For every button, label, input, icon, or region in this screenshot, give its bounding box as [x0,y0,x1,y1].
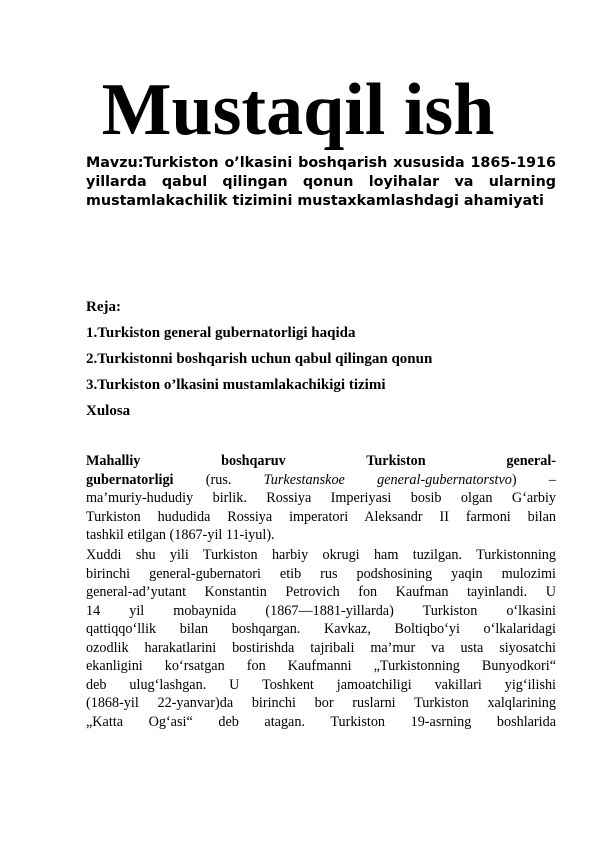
plan-section [86,296,556,426]
paragraph-line: ozodlik harakatlarini bostirishda tajribali ma’mur va usta siyosatchi [86,639,556,656]
paragraph-line: tashkil etilgan (1867-yil 11-iyul). [86,527,275,543]
term-italic: Turkestanskoe general-gubernatorstvo [263,471,512,488]
paragraph-line: ekanligini ko‘rsatgan fon Kaufmanni „Turkistonning Bunyodkori“ [86,658,556,674]
paragraph-line: Mahalliy boshqaruv Turkiston general- [86,453,556,469]
topic-statement: Mavzu:Turkiston o’lkasini boshqarish xususida 1865-1916 yillarda qabul qilingan qonun loyihalar va ularning mustamlakachilik tizimini mustaxkamlashdagi ahamiyati [86,155,556,209]
paragraph-line: ma’muriy-hududiy birlik. Rossiya Imperiyasi bosib olgan G‘arbiy [86,490,556,506]
paragraph-line: 14 yil mobaynida (1867—1881-yillarda) Turkiston o‘lkasini [86,602,556,619]
plan-item: 2.Turkistonni boshqarish uchun qabul qilingan qonun [86,351,433,367]
paragraph-line: qattiqqo‘llik bilan boshqargan. Kavkaz, Boltiqbo‘yi o‘lkalaridagi [86,621,556,637]
paragraph-intro [86,452,556,545]
plan-heading: Reja: [86,299,121,315]
document-title: Mustaqil ish [101,69,495,151]
text-fragment: ) – [511,471,556,488]
paragraph-history [86,546,556,731]
paragraph-line: (1868-yil 22-yanvar)da birinchi bor ruslarni Turkiston xalqlarining [86,695,556,711]
paragraph-line: birinchi general-gubernatori etib rus podshosining yaqin mulozimi [86,565,556,582]
paragraph-line: „Katta Og‘asi“ deb atagan. Turkiston 19-asrning boshlarida [86,713,556,730]
paragraph-line: Turkiston hududida Rossiya imperatori Aleksandr II farmoni bilan [86,508,556,525]
plan-item: Xulosa [86,403,131,419]
paragraph-line: general-ad’yutant Konstantin Petrovich fon Kaufman tayinlandi. U [86,584,556,600]
term-bold: gubernatorligi [86,471,174,488]
paragraph-line [86,471,556,490]
plan-item: 3.Turkiston o’lkasini mustamlakachikigi tizimi [86,377,386,393]
plan-item: 1.Turkiston general gubernatorligi haqida [86,325,356,341]
text-fragment: (rus. [173,471,264,488]
paragraph-line: deb ulug‘lashgan. U Toshkent jamoatchiligi vakillari yig‘ilishi [86,676,556,693]
paragraph-line: Xuddi shu yili Turkiston harbiy okrugi ham tuzilgan. Turkistonning [86,547,556,563]
